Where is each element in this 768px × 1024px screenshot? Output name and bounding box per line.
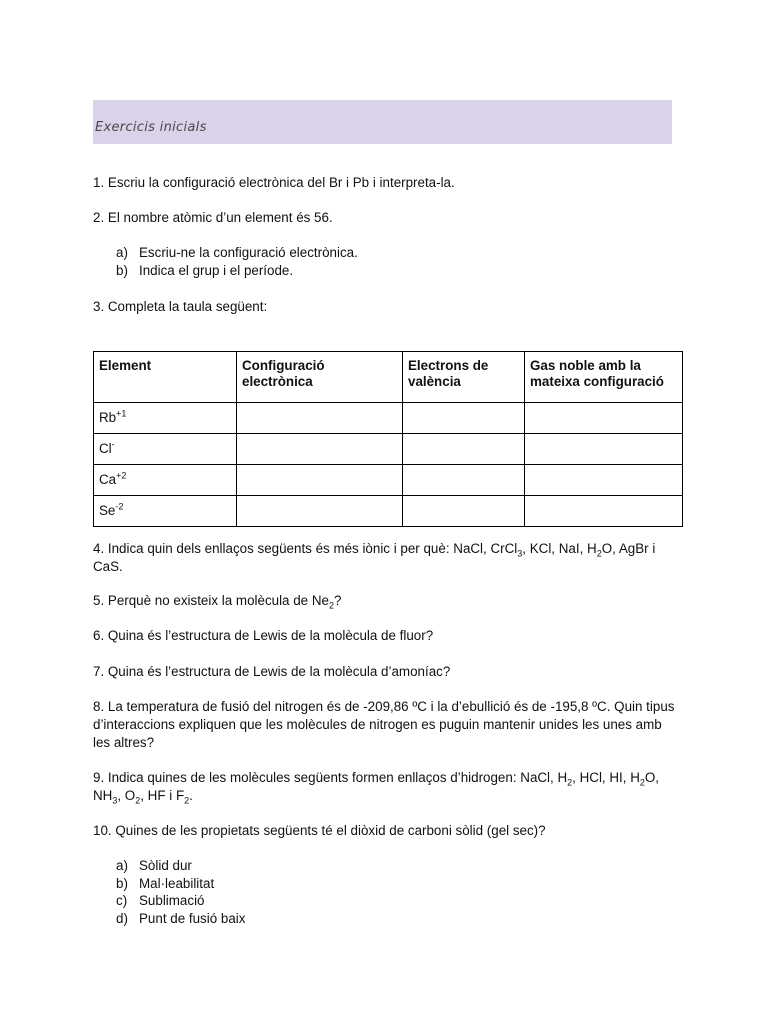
question-10: 10. Quines de les propietats següents té el diòxid de carboni sòlid (gel sec)?	[93, 823, 546, 838]
section-banner	[93, 100, 672, 144]
table-row	[94, 465, 683, 496]
empty-cell	[237, 465, 403, 496]
table-header-row	[94, 352, 683, 403]
list-item: a) Escriu-ne la configuració electrònica.	[116, 245, 358, 260]
empty-cell	[237, 403, 403, 434]
section-title: Exercicis inicials	[95, 120, 207, 135]
question-9: 9. Indica quines de les molècules següents formen enllaços d’hidrogen: NaCl, $H_2$, HCl, HI, $H_2O$, $NH_3$, $O_2$, HF i $F_2$.	[93, 770, 660, 806]
list-item: d) Punt de fusió baix	[116, 911, 246, 926]
table-row	[94, 403, 683, 434]
empty-cell	[525, 496, 683, 527]
column-header: Electrons de valència	[403, 352, 525, 403]
element-cell: $Ca^{+2}$	[94, 465, 237, 496]
list-item: a) Sòlid dur	[116, 858, 192, 873]
question-1: 1. Escriu la configuració electrònica del Br i Pb i interpreta-la.	[93, 175, 455, 190]
empty-cell	[237, 434, 403, 465]
empty-cell	[403, 465, 525, 496]
question-3: 3. Completa la taula següent:	[93, 299, 268, 314]
column-header: Gas noble amb la mateixa configuració	[525, 352, 683, 403]
table-row	[94, 496, 683, 527]
list-item: b) Indica el grup i el període.	[116, 263, 294, 278]
question-5: 5. Perquè no existeix la molècula de $Ne_2$?	[93, 593, 342, 611]
question-4: 4. Indica quin dels enllaços següents és més iònic i per què: NaCl, CrCl$_3$, KCl, NaI, $H_2O$, AgBr i CaS.	[93, 541, 656, 574]
question-7: 7. Quina és l’estructura de Lewis de la molècula d’amoníac?	[93, 664, 451, 679]
question-2: 2. El nombre atòmic d’un element és 56.	[93, 210, 333, 225]
column-header: Configuració electrònica	[237, 352, 403, 403]
empty-cell	[237, 496, 403, 527]
question-6: 6. Quina és l’estructura de Lewis de la molècula de fluor?	[93, 628, 434, 643]
empty-cell	[525, 465, 683, 496]
empty-cell	[525, 403, 683, 434]
list-item: b) Mal·leabilitat	[116, 876, 215, 891]
element-cell: $Se^{-2}$	[94, 496, 237, 527]
list-item: c) Sublimació	[116, 893, 205, 908]
question-8: 8. La temperatura de fusió del nitrogen és de -209,86 ºC i la d’ebullició és de -195,8 ºC. Quin tipus d’interaccions expliquen que les molècules de nitrogen es puguin mantenir unides les unes amb les altres?	[93, 699, 675, 750]
element-cell: $Rb^{+1}$	[94, 403, 237, 434]
table-row	[94, 434, 683, 465]
empty-cell	[403, 496, 525, 527]
empty-cell	[403, 403, 525, 434]
empty-cell	[525, 434, 683, 465]
empty-cell	[403, 434, 525, 465]
element-cell: Cl-	[94, 434, 237, 465]
element-table	[93, 351, 683, 527]
column-header: Element	[94, 352, 237, 403]
